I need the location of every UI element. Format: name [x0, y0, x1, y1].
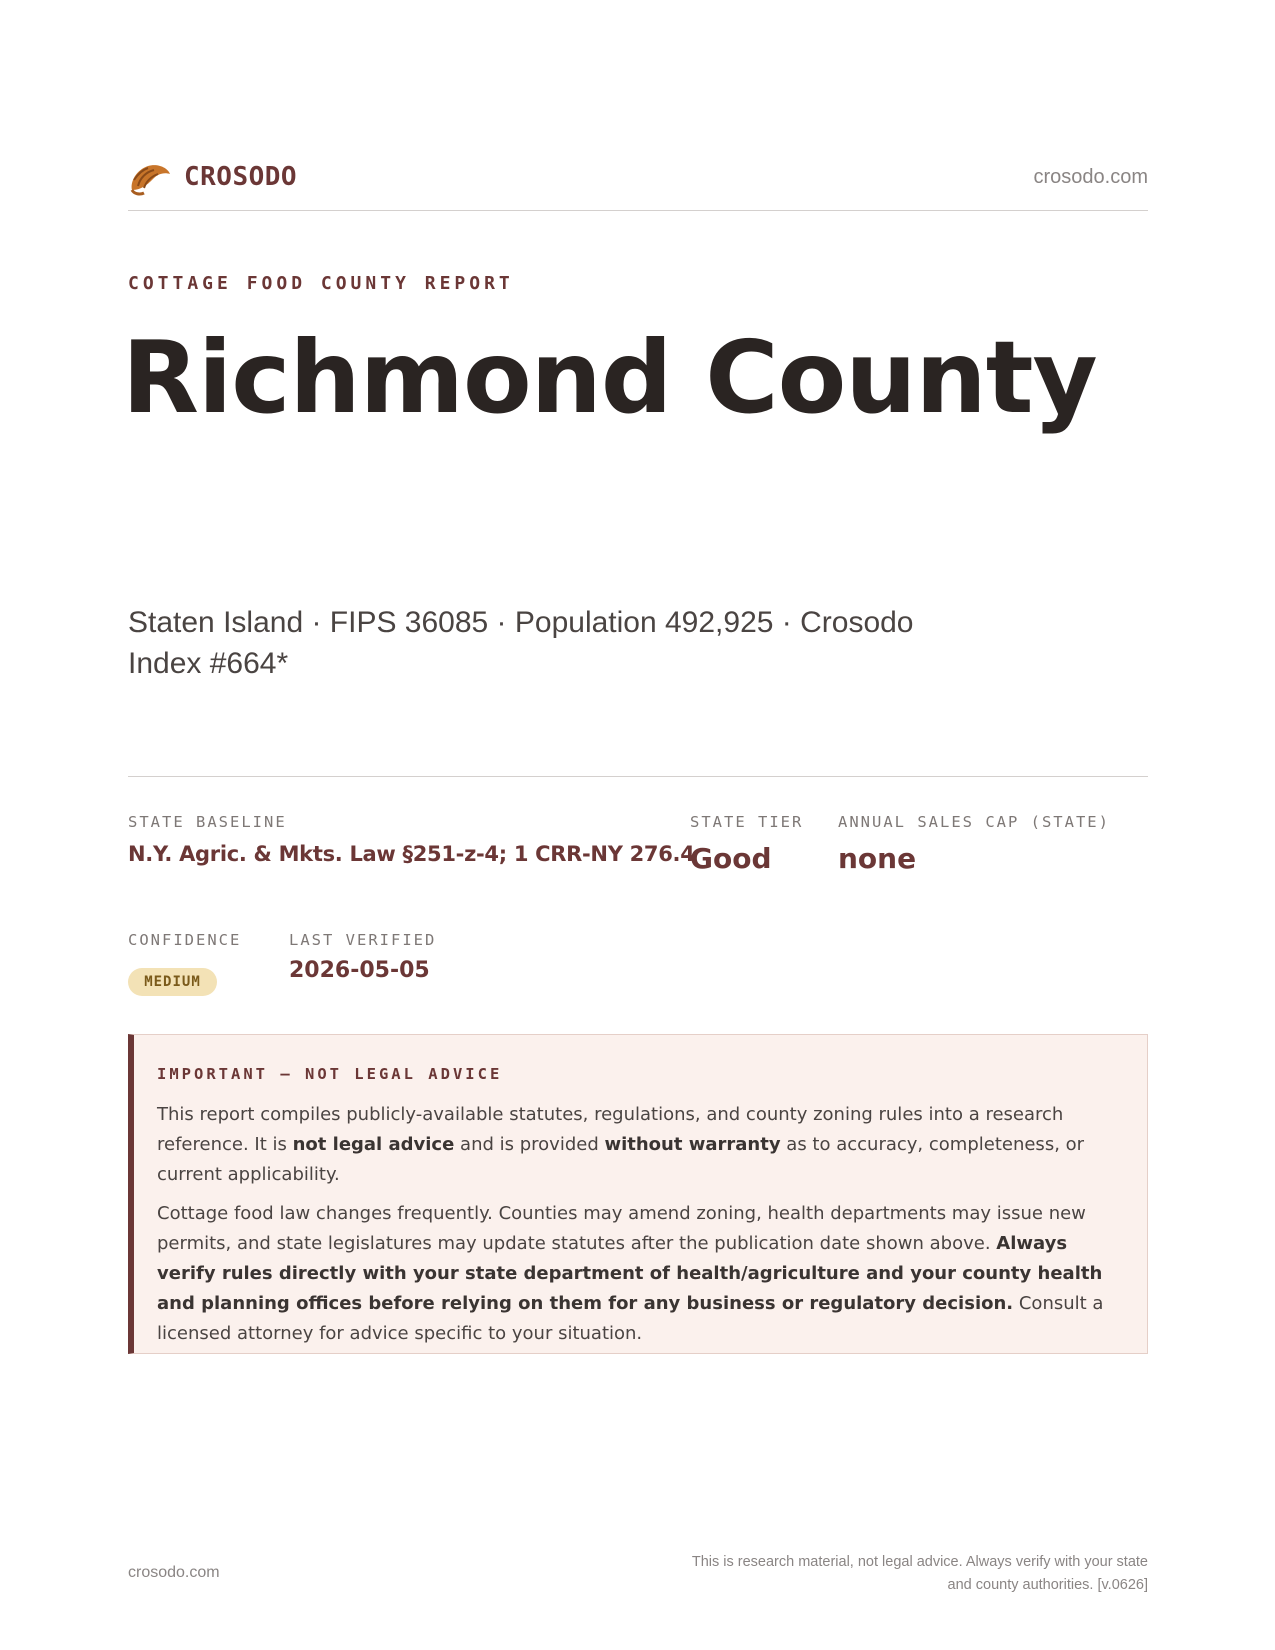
meta-divider [128, 776, 1148, 777]
state-tier-label: STATE TIER [690, 813, 804, 831]
notice-emphasis: not legal advice [292, 1134, 455, 1155]
brand-url-link[interactable]: crosodo.com [1033, 166, 1148, 188]
brand-header [128, 158, 1148, 202]
footer-url: crosodo.com [128, 1564, 220, 1581]
notice-emphasis: without warranty [604, 1134, 781, 1155]
notice-text: Consult a licensed attorney for advice specific to your situation. [157, 1293, 1104, 1344]
header-divider [128, 210, 1148, 211]
notice-title: IMPORTANT — NOT LEGAL ADVICE [157, 1065, 503, 1083]
last-verified-label: LAST VERIFIED [289, 931, 437, 949]
notice-paragraph-1 [157, 1100, 1117, 1190]
notice-text: This report compiles publicly-available statutes, regulations, and county zoning rules into a research reference. It is [157, 1104, 1064, 1155]
footer-disclaimer-line-1: This is research material, not legal advice. Always verify with your state [691, 1554, 1148, 1570]
sales-cap-label: ANNUAL SALES CAP (STATE) [838, 813, 1110, 831]
report-kicker: COTTAGE FOOD COUNTY REPORT [128, 273, 514, 294]
croissant-icon [128, 160, 172, 198]
state-baseline-value: N.Y. Agric. & Mkts. Law §251-z-4; 1 CRR-NY 276.4 [128, 842, 695, 866]
legal-notice [128, 1034, 1148, 1354]
last-verified-value: 2026-05-05 [289, 958, 430, 983]
brand-name: CROSODO [184, 162, 298, 192]
notice-text: Cottage food law changes frequently. Counties may amend zoning, health departments may issue new permits, and state legislatures may update statutes after the publication date shown above. [157, 1203, 1086, 1254]
footer-disclaimer [588, 1551, 1148, 1597]
notice-text: as to accuracy, completeness, or current applicability. [157, 1134, 1085, 1185]
confidence-label: CONFIDENCE [128, 931, 242, 949]
confidence-badge: MEDIUM [128, 968, 217, 996]
state-baseline-label: STATE BASELINE [128, 813, 287, 831]
report-subtitle: Staten Island · FIPS 36085 · Population 492,925 · Crosodo Index #664* [128, 606, 914, 680]
page-title: Richmond County [122, 319, 1097, 436]
state-tier-value: Good [690, 842, 772, 875]
sales-cap-value: none [838, 842, 917, 875]
footer-disclaimer-line-2: and county authorities. [v.0626] [947, 1577, 1148, 1593]
notice-paragraph-2 [157, 1199, 1117, 1349]
notice-text: and is provided [454, 1134, 605, 1155]
notice-emphasis: Always verify rules directly with your state department of health/agriculture and your county health and planning offices before relying on them for any business or regulatory decision. [157, 1233, 1103, 1314]
